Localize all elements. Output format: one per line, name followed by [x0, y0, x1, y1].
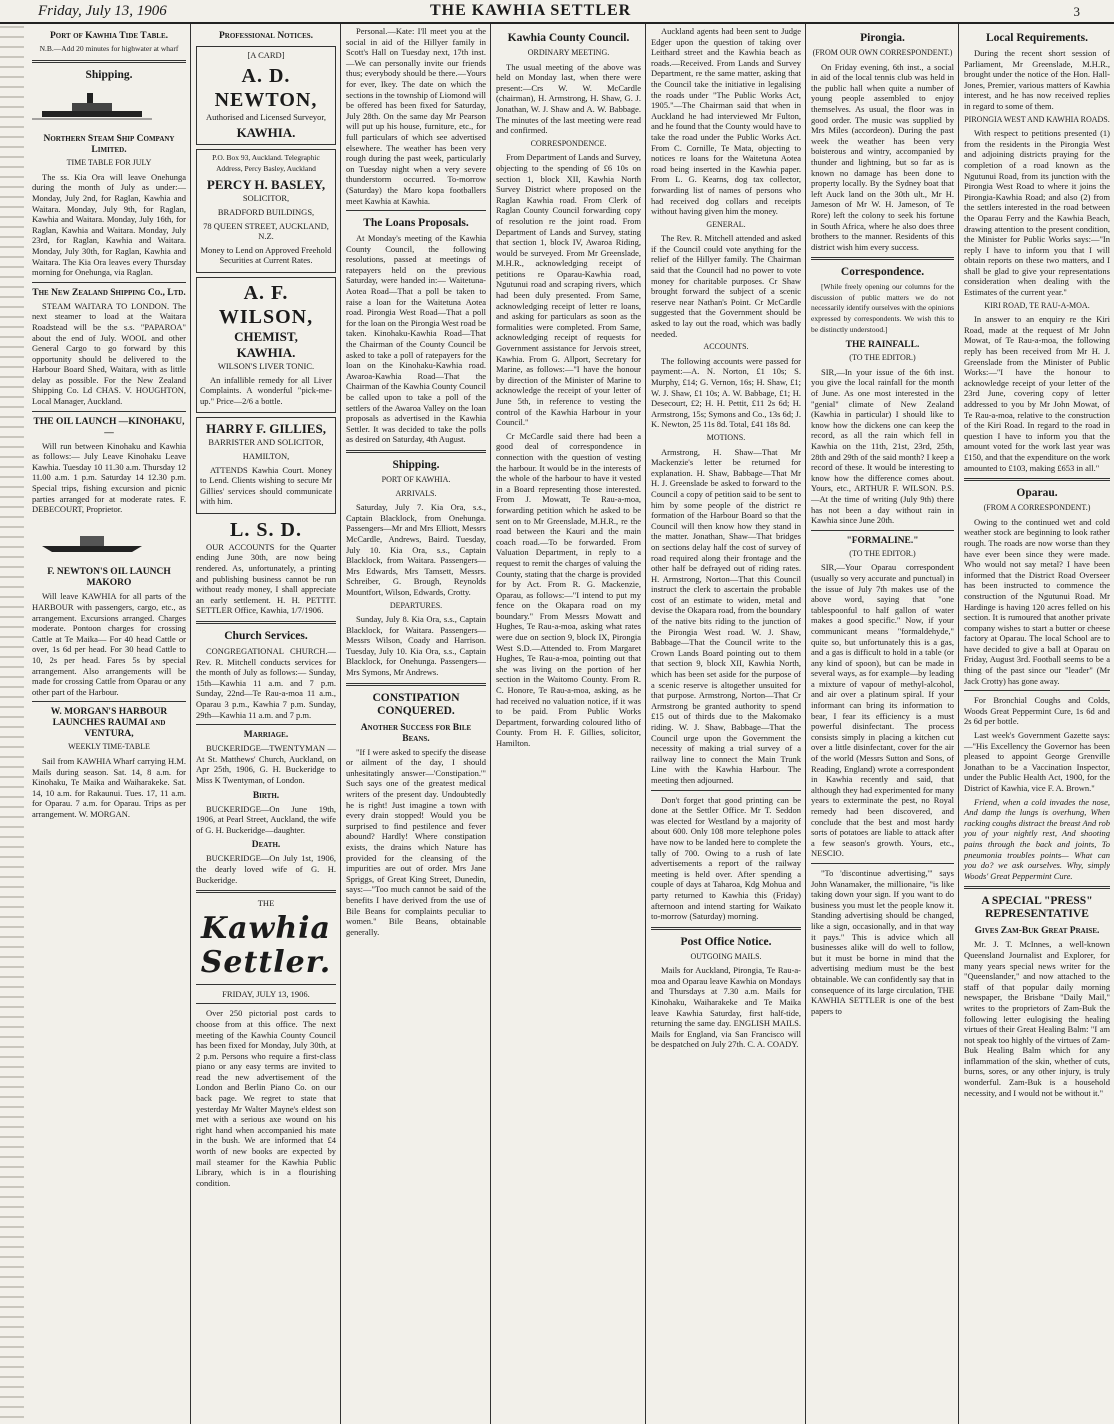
gillies-town: HAMILTON, — [242, 450, 290, 461]
constipation-body: "If I were asked to specify the disease or ailment of the day, I should unhesitatingly answer—'Constipation.'" Such says one of the greatest medical writers of the present day. Undoubtedly he is right! Just imagine a town with every drain stopped! Would you be surprised to find pestilence and fever abound? Hardly! Where constipation exists, the drains which Nature has provided for the cleansing of the impurities are out of order. Mrs Jane Spriggs, of Great King Street, Dunedin, says:—"Too much cannot be said of the benefits I have derived from the use of Bile Beans for complaints peculiar to women." Bile Beans, obtainable generally. — [346, 746, 486, 937]
kiri-road-subheading: KIRI ROAD, TE RAU-A-MOA. — [984, 300, 1090, 310]
constipation-heading: CONSTIPATION CONQUERED. — [372, 691, 460, 717]
pirongia-roads-subheading: PIRONGIA WEST AND KAWHIA ROADS. — [964, 114, 1110, 124]
pirongia-heading: Pirongia. — [860, 32, 905, 44]
column-2 — [192, 26, 340, 1422]
column-rule — [490, 24, 491, 1424]
birth-body: BUCKERIDGE—On June 19th, 1906, at Pearl Street, Auckland, the wife of G. H. Buckeridge—daughter. — [196, 803, 336, 835]
shipping-news-heading: Shipping. — [392, 458, 440, 471]
loans-heading: The Loans Proposals. — [363, 217, 469, 230]
column-5 — [647, 26, 805, 1422]
oparau-body: Owing to the continued wet and cold weather stock are beginning to look rather rough. The roads are now worse than they have ever been since they were made. Who would not say metal? I have been informed that the District Road Overseer has been instructed to commence the construction of the Ngutunui Road. Mr Hardinge is having 120 acres felled on his section. It is rumoured that another private company wishes to start a butter or cheese factory at Oparau. The local School are to have decided to give a ball at Oparau on Friday, August 3rd. Football seems to be a thing of the past since our "leader" (Mr Jack Crotty) has gone away. — [964, 516, 1110, 686]
advertising-body: "To 'discontinue advertising,'" says John Wanamaker, the millionaire, "is like taking down your sign. If you want to do business you must let the people know it. Standing advertising should be changed, like a sign, occasionally, and in that way it pays." This is advice which all businesses alike will do well to follow, but it must be borne in mind that the advertising medium must be the best obtainable. We can confidently say that in consequence of its large circulation, THE KAWHIA SETTLER is one of the best papers to — [811, 867, 954, 1016]
kiri-road-body: In answer to an enquiry re the Kiri Road, made at the request of Mr John Mowat, of Te Rau-a-moa, the following reply has been received from Mr H. J. Greenslade from the Minister of Public Works:—"I have the honour to acknowledge receipt of your letter of the 23rd June, covering copy of letter addressed to you by Mr John Mowat, of Te Rau-a-moa, relative to the construction of the Kiri Road. In regard to the road in question I have to inform you that the amount voted for the work last year was £150, and that the expenditure on the work amounted to £103, making £653 in all." — [964, 314, 1110, 473]
correspondence-subheading: CORRESPONDENCE. — [530, 138, 607, 148]
local-requirements-intro: During the recent short session of Parliament, Mr Greenslade, M.H.R., brought under the notice of the Hon. Hall-Jones, Premier, various matters of Kawhia interest, and he has now received replies in regard to some of them. — [964, 48, 1110, 111]
basley-ad — [196, 149, 336, 273]
newton-launch-title: F. NEWTON'S OIL LAUNCH MAKORO — [47, 567, 171, 589]
gillies-body: ATTENDS Kawhia Court. Money to Lend. Clients wishing to secure Mr Gillies' services should communicate with him. — [200, 464, 332, 507]
wilson-ad — [196, 277, 336, 413]
morgan-body: Sail from KAWHIA Wharf carrying H.M. Mails during season. Sat. 14, 8 a.m. for Kinohaku, Te Maika and Waiharakeke. Sat. 14, 10 a.m. for Rakaunui. Tues. 17, 11 a.m. for Oparau. 7 a.m. for Oparau. Trips as per arrangement. W. MORGAN. — [32, 755, 186, 819]
binding-edge — [0, 26, 24, 1424]
newton-name: A. D. NEWTON, — [214, 64, 318, 111]
zambuk-heading: A SPECIAL "PRESS" REPRESENTATIVE — [981, 895, 1093, 921]
wilson-tonic: WILSON'S LIVER TONIC. — [217, 360, 315, 371]
paper-title: THE KAWHIA SETTLER — [430, 2, 632, 19]
pirongia-subheading: (FROM OUR OWN CORRESPONDENT.) — [812, 48, 953, 57]
column-rule — [645, 24, 646, 1424]
basley-street: 78 QUEEN STREET, AUCKLAND, N.Z. — [203, 220, 329, 242]
nameplate-date: FRIDAY, JULY 13, 1906. — [222, 988, 310, 999]
column-4 — [492, 26, 645, 1422]
column-7 — [960, 26, 1114, 1422]
page-number: 3 — [1073, 4, 1080, 19]
death-heading: Death. — [251, 840, 281, 851]
wilson-title: CHEMIST, — [234, 328, 298, 344]
morgan-launches-title: W. MORGAN'S HARBOUR LAUNCHES RAUMAI and VENTURA, — [50, 707, 168, 740]
marriage-body: BUCKERIDGE—TWENTYMAN — At St. Matthews' Church, Auckland, on Apr 25th, 1906, G. H. Buckeridge to Miss K Twentyman, of London. — [196, 743, 336, 785]
arrivals-heading: ARRIVALS. — [395, 488, 437, 498]
arrivals-body: Saturday, July 7. Kia Ora, s.s., Captain Blacklock, from Onehunga. Passengers—Mr and Mrs Elliott, Messrs McCardle, Andrews, Baird. Tuesday, July 10. Kia Ora, s.s., Captain Blacklock, from Waitara. Passengers—Mrs Edwards, Mrs Tamsett, Messrs. Schreiber, G. Brough, Reynolds Mountfort, Wilson, Edwards, Crotty. — [346, 502, 486, 597]
gazette-notice: Last week's Government Gazette says:—"His Excellency the Governor has been pleased to appoint George Grenville Jonathan to be a Vaccination Inspector, under the Public Health Act, 1900, for the District of Kawhia, vice F. A. Brown." — [964, 730, 1110, 793]
tide-table-title: Port of Kawhia Tide Table. — [49, 31, 169, 41]
port-heading: PORT OF KAWHIA. — [381, 474, 451, 484]
newton-title: Authorised and Licensed Surveyor, — [205, 111, 327, 122]
nzs-company-name: The New Zealand Shipping Co., Ltd. — [32, 287, 186, 298]
formaline-heading: "FORMALINE." — [846, 535, 919, 546]
church-heading: Church Services. — [224, 630, 308, 643]
column-1 — [28, 26, 190, 1422]
column-rule — [805, 24, 806, 1424]
newton-town: KAWHIA. — [236, 125, 296, 141]
council-intro: The usual meeting of the above was held on Monday last, when there were present:—Crs W. W. McCardle (chairman), H. Armstrong, H. Shaw, G. J. Jonathan, W. J. Shaw and A. W. Babbage. The minutes of the last meeting were read and confirmed. — [496, 61, 641, 136]
zambuk-subheading: Gives Zam-Buk Great Praise. — [974, 926, 1100, 937]
basley-name: PERCY H. BASLEY, — [206, 177, 326, 193]
card-label: [A CARD] — [247, 50, 285, 60]
formaline-body: SIR,—Your Oparau correspondent (usually so very accurate and punctual) in the issue of July 7th makes use of the above word, saying that "one tablespoonful to half gallon of water makes a good specific." Now, if your communicant means "formaldehyde," quite so, but unfortunately this is a gas, and a gas is difficult to hold in a table (or any kind of spoon), but can be made in several ways, as for example—by leading a mixture of vapour of methyl-alcohol, and air over a platinum spiral. If your informant can bring its information to bear, I fear its efficiency is a must powerful disinfectant. The process consists simply in placing a kitchen cut over a little disinfectant, cover for the air of the world (Messrs Sutton and Sons, of Reading, England) wrote a correspondent in Kawhia recently and said, that although they had experimented for many years to exterminate the pest, no Royal remedy had been discovered, and conclude that the best and most hardy sorts of potatoes are liable to attack after a few season's growth. Yours, etc., NESCIO. — [811, 562, 954, 859]
general-subheading: GENERAL. — [706, 219, 746, 229]
council-subheading: ORDINARY MEETING. — [527, 48, 610, 57]
shipping-heading: Shipping. — [85, 68, 133, 81]
column-6 — [807, 26, 958, 1422]
correspondence-heading: Correspondence. — [840, 266, 925, 279]
masthead — [0, 0, 1114, 24]
column-rule — [190, 24, 191, 1424]
bronchial-ad: For Bronchial Coughs and Colds, Woods Great Peppermint Cure, 1s 6d and 2s 6d per bottle. — [964, 695, 1110, 727]
pirongia-body: On Friday evening, 6th inst., a social in aid of the local tennis club was held in the public hall when quite a number of young people assembled to enjoy themselves. As usual, the floor was in good order. The music was supplied by Mrs Miles (accordeon). During the past week the weather has been very boisterous and wintry, accompanied by thunder and lightning, but so far as is known no damage has been done to property locally. By the Sydney boat that left Auck land on the 30th ult., Mr H. Jameson of Mr W. H. Jameson, of Te Rore) left the colony to seek his fortune in South Africa, where he also does three brothers to the manner. Residents of this district wish him every success. — [811, 61, 954, 252]
oparau-heading: Oparau. — [1016, 487, 1058, 500]
rainfall-body: SIR,—In your issue of the 6th inst. you give the local rainfall for the month of June. As one most interested in the "genial" climate of New Zealand (Kawhia in particular) I should like to know how the dickens one can keep the record, as all the rain which fell in Kawhia on the 11th, 21st, 23rd, 25th, 28th and 29th of the said month? I keep a record of these. It would be interesting to know how the difference comes about. Yours, etc., ARTHUR F. WILSON. P.S.—At the time of writing (July 9th) there has not been a day without rain in Kawhia since June 20th. — [811, 366, 954, 526]
nameplate: Kawhia Settler. — [200, 910, 332, 980]
gillies-title: BARRISTER AND SOLICITOR, — [208, 437, 324, 448]
motions-subheading: MOTIONS. — [706, 432, 746, 442]
gillies-ad — [196, 417, 336, 514]
kinohaku-launch-title: THE OIL LAUNCH —KINOHAKU,— — [33, 416, 185, 438]
council-accounts: The following accounts were passed for payment:—A. N. Norton, £1 10s; S. Murphy, £14; G. Vernon, 16s; H. Shaw, £1; W. J. Shaw, £1 10s; A. W. Babbage, £1; H. Desecourt, £2; H. H. Pettit, £11 2s 6d; H. Armstrong, 15s; Symons and Co., 13s 6d; J. K. Newton, 25 11s 8d. Total, £41 18s 8d. — [651, 355, 801, 430]
rainfall-subheading: (TO THE EDITOR.) — [849, 353, 916, 363]
wilson-town: KAWHIA. — [236, 344, 296, 360]
council-general: The Rev. R. Mitchell attended and asked if the Council could vote anything for the relief of the Hillyer family. The Chairman said that the Council had no power to vote money for charitable purposes. Cr Shaw brought forward the subject of a scenic reserve near Nathan's Point. Cr McCardle suggested that the Government should be asked to lay out the road, which was badly needed. — [651, 233, 801, 339]
outgoing-mails-subheading: OUTGOING MAILS. — [690, 951, 762, 961]
tide-note: N.B.—Add 20 minutes for highwater at wharf — [39, 44, 179, 53]
departures-body: Sunday, July 8. Kia Ora, s.s., Captain Blacklock, for Waitara. Passengers—Messrs Wilson, Coady and Harrison. Tuesday, July 10. Kia Ora, s.s., Captain Blacklock, for Onehunga. Passengers—Mrs Symons, Mr Andrews. — [346, 614, 486, 678]
professional-notices-heading: Professional Notices. — [218, 31, 314, 41]
council-correspondence: From Department of Lands and Survey, objecting to the spending of £6 10s on section 1, block XII, Kawhia North Survey District where proposed on the Raglan Kawhia road. From Clerk of Raglan County Council forwarding copy of resolution re the joint road. From Department of Lands and Survey, stating that section 1, block IV, Awaroa Riding, would be surveyed. From Mr Greenslade, M.H.R., acknowledging receipt of petitions re Oparau-Kawhia road, Ngutunui road and scraping rivers, which had been duly presented. From Same, acknowledging receipt of letter re loans, and asking for particulars as soon as the formalities were completed. From Same, acknowledging receipt of requests for Government assistance for Jervois street, Kawhia. From G. Allport, Secretary for Marine, as follows:—"I have the honour by direction of the Minister of Marine to acknowledge the receipt of your letter of June 5th, in reference to vesting the control of the Kawhia Harbour in your Council." — [496, 152, 641, 428]
death-body: BUCKERIDGE—On July 1st, 1906, the dearly loved wife of G. H. Buckeridge. — [196, 853, 336, 885]
accounts-subheading: ACCOUNTS. — [703, 342, 749, 352]
nzs-body: STEAM WAITARA TO LONDON. The next steamer to load at the Waitara Roadstead will be the s.s. "PAPAROA" about the end of July. WOOL and other General Cargo to go forward by this opportunity should be delivered to the Harbour Board Shed, Waitara, with as little delay as possible. For the New Zealand Shipping Co. Ld CHAS. V. HOUGHTON, Local Manager, Auckland. — [32, 300, 186, 407]
nss-company-name: Northern Steam Ship Company Limited. — [43, 134, 175, 156]
column-rule — [340, 24, 341, 1424]
issue-date: Friday, July 13, 1906 — [38, 3, 167, 19]
local-paragraphs: Don't forget that good printing can be done at the Settler Office. Mr T. Seddon was elected for Westland by a majority of about 600. Only 108 more telephone poles have now to be landed here to complete the tally of 700. Owing to a rush of late advertisements a report of the railway meeting is held over. After spending a couple of days at Taharoa, Kdg Mohua and party returned to Kawhia this (Friday) afternoon and intend starting for Waikato to-morrow (Saturday) morning. — [651, 794, 801, 922]
launch-icon — [32, 522, 152, 556]
marriage-heading: Marriage. — [243, 730, 289, 741]
nameplate-the: THE — [257, 898, 275, 909]
birth-heading: Birth. — [252, 790, 280, 801]
newton-ad — [196, 46, 336, 145]
loans-body: At Monday's meeting of the Kawhia County Council, the following resolutions, passed at meetings of ratepayers held on the previous Saturday, were handed in:— Waitetuna-Aotea Road—That a poll be taken to raise a loan for the Waitetuna Aotea road. Pirongia West Road—That a poll for the loan on the Pirongia West road be taken. Kinohaku-Kawhia Road—That the Chairman of the County Council be asked to take a poll of ratepayers for the loan on the Kinohaku-Kawhia road. Awaroa-Kawhia Road—That the Chairman of the Kawhia County Council be called upon to take a poll of the settlers of the Awaroa Valley on the loan proposals as advertised in the Kawhia Settler. It was decided to take the polls as desired on Saturday, 4th August. — [346, 233, 486, 445]
column-rule — [958, 24, 959, 1424]
lsd-body: OUR ACCOUNTS for the Quarter ending June 30th, are now being rendered. As, unfortunately, a printing and publishing business cannot be run without ready money, I shall appreciate an early settlement. H. H. PETTIT. SETTLER Office, Kawhia, 1/7/1906. — [196, 541, 336, 616]
basley-title: SOLICITOR, — [242, 193, 290, 204]
post-office-heading: Post Office Notice. — [680, 935, 772, 948]
local-requirements-heading: Local Requirements. — [985, 32, 1088, 44]
rainfall-heading: THE RAINFALL. — [845, 340, 920, 351]
kinohaku-launch-body: Will run between Kinohaku and Kawhia as follows:— July Leave Kinohaku Leave Kawhia. Tuesday 10 11.30 a.m. Thursday 12 11.00 a.m. 1 p.m. Saturday 14 12.30 p.m. Special trips, fishing excursion and picnic parties arranged for at moderate rates. F. DEBECOURT, Proprietor. — [32, 440, 186, 515]
post-office-body: Mails for Auckland, Pirongia, Te Rau-a-moa and Oparau leave Kawhia on Mondays and Thursdays at 7.30 a.m. Mails for Kinohaku, Waiharakeke and Te Maika leave Kawhia Saturday, first half-tide, returning the same day. ENGLISH MAILS. Mails for England, via San Francisco will be despatched on July 27th. C. A. COADY. — [651, 965, 801, 1050]
gillies-name: HARRY F. GILLIES, — [206, 421, 326, 437]
basley-money: Money to Lend on Approved Freehold Securities at Current Rates. — [200, 244, 332, 266]
newton-launch-body: Will leave KAWHIA for all parts of the HARBOUR with passengers, cargo, etc., as arrangement. Excursions arranged. Charges moderate. Pontoon charges for crossing Cattle at Te Maika— For 40 head Cattle or over, 1s 6d per head. For 30 head Cattle to 10, 2s per head. Fares 5s by special arrangement. Also arrangements will be made for crossing Cattle from Oparau or any other part of the Harbour. — [32, 591, 186, 697]
council-correspondence-cont: Cr McCardle said there had been a good deal of correspondence in connection with the question of vesting the harbour. It would be in the interests of the whole of the harbour to have it vested in a Board representing those interested. From J. Mowatt, Te Rau-a-moa, forwarding petition which he asked to be sent on to Mr Greenslade, M.H.R., re the road between the Kauri and the main coach road.—To be forwarded. From Valuation Department, in reply to a request to remit the charges of valuing the County, stating that the charge is provided for by Act. From R. G. Mackenzie, Oparau, as follows:—"I intend to put my fence on the Okapara road on my boundary." From Messrs Mowatt and Hughes, Te Rau-a-moa, asking what rates were due on section 9, block IX, Pirongia West S.D.—Attended to. From Margaret Hughes, Te Rau-a-moa, pointing out that she was living on the portion of her section in the Waitomo County. From R. C. Honore, Te Rau-a-moa, asking, as he had received no valuation notice, if it was to be paid. From Public Works Department, forwarding coloured litho of County. From H. F. Gillies, solicitor, Hamilton. — [496, 430, 641, 748]
peppermint-poem: Friend, when a cold invades the nose, And damp the lungs is overhung, When racking coughs distract the breast And rob you of your nightly rest, And shooting pains through the back and joints, To pneumonia troubles points— What can you do? we ask ourselves. Why, simply Woods' Great Peppermint Cure. — [964, 796, 1110, 881]
council-motions: Armstrong, H. Shaw—That Mr Mackenzie's letter be returned for explanation. H. Shaw, Babbage—That Mr H. J. Greenslade be asked to forward to the Council a copy of petition said to be sent to him by some people of the district re formation of the Harbour Board so that the Council will then know how they stand in the matter. Jonathan, Shaw—That bridges on sections delay half the cost of survey of road required along their frontage and the other half be defrayed out of riding rates. H. Armstrong, Norton—That this Council instruct the clerk to ascertain the probable cost of an estimate to widen, metal and devise the Okapara road, from the boundary of the native bits riding to the junction of the Pirongia West road. W. J. Shaw, Babbage—That the Council write to the Crown Lands Board pointing out to them that section 9, block XII, Kawhia North, which has been set aside for the purpose of a scenic reserve is altogether unsuited for that purpose. Armstrong, Norton—That Cr Armstrong be granted authority to spend £15 out of thirds due to the Makomako riding. W. J. Shaw, Babbage—That the Council urge upon the Government the necessity of making a trial survey of a railway line to connect the Main Trunk Line with the Kawhia Harbour. The meeting then adjourned. — [651, 446, 801, 785]
basley-building: BRADFORD BUILDINGS, — [217, 206, 315, 217]
council-continued: Auckland agents had been sent to Judge Edger upon the question of taking over Leithard street and the Kawhia beach as roads.—Received. From Lands and Survey Department, re the same matter, asking that the Council take the initiative in legalising the roads under "The Public Works Act, 1905."—The Chairman said that when in Auckland he had interviewed Mr Fulton, and he found that the County would have to take the road under the Public Works Act. From C. Cornille, Te Mata, objecting to notices re loans for the Waitetuna Aotea road being inserted in the Kawhia paper. From L. G. Kearns, dog tax collector, forwarding list of names of persons who had received dog collars and receipts without having given him the money. — [651, 26, 801, 217]
constipation-subheading: Another Success for Bile Beans. — [360, 722, 472, 744]
church-body: CONGREGATIONAL CHURCH.—Rev. R. Mitchell conducts services for the month of July as follows:— Sunday, 15th—Kawhia 11 a.m. and 7 p.m. Sunday, 22nd—Te Rau-a-moa 11 a.m., Oparau 3 p.m., Kawhia 7 p.m. Sunday, 29th—Kawhia 11 a.m. and 7 p.m. — [196, 646, 336, 720]
council-heading: Kawhia County Council. — [507, 32, 630, 44]
zambuk-body: Mr. J. T. McInnes, a well-known Queensland Journalist and Explorer, for many years special news writer for the "Queenslander," and now attached to the staff of that popular daily morning newspaper, the Brisbane "Daily Mail," writes to the proprietors of Zam-Buk the following letter eulogising the healing virtues of their Great Healing Balm: "I am not speak too highly of the virtues of Zam-Buk Healing Balm which for any inflammation of the skin, whether of cuts, burns, sores, or any other injury, is truly wonderful. Zam-Buk is a household necessity, and I would not be without it." — [964, 939, 1110, 1098]
wilson-body: An infallible remedy for all Liver Complaints. A wonderful "pick-me-up." Price—2/6 a bottle. — [200, 374, 332, 406]
correspondence-note: [While freely opening our columns for the discussion of public matters we do not necessarily identify ourselves with the opinions expressed by correspondents. We wish this to be distinctly understood.] — [811, 282, 954, 334]
personal-notices: Personal.—Kate: I'll meet you at the social in aid of the Hillyer family in Scott's Hall on Tuesday next, 17th inst.—We can personally invite our friends thus; everybody should be there.—Yours for ever, Ikey. The date on which the sections in the township of Liomond will be offered has been fixed for Saturday, July 28th. On the same day Mr Pearson will put up his house, furniture, etc., for full particulars of which see advertised elsewhere. The weather has been very rough during the past week, particularly on Tuesday night when a very severe thunderstorm occurred. To-morrow (Saturday) the Maro kopa footballers meet Kawhia at Kawhia. — [346, 26, 486, 206]
local-news-body: Over 250 pictorial post cards to choose from at this office. The next meeting of the Kawhia County Council has been fixed for Monday, July 30th, at 2 p.m. Persons who require a first-class piano or any easy terms are invited to read the new advertisement of the London and Berlin Piano Co. on our back page. We regret to state that yesterday Mr Walter Mayne's eldest son met with a serious axe wound on his right hand when accompanied his mate in the bush. We are informed that £4 worth of new books are expected by mail steamer for the Kawhia Public Library, which is in a flourishing condition. — [196, 1008, 336, 1188]
column-3 — [342, 26, 490, 1422]
oparau-subheading: (FROM A CORRESPONDENT.) — [983, 503, 1091, 513]
nss-timetable-title: TIME TABLE FOR JULY — [66, 158, 152, 168]
formaline-subheading: (TO THE EDITOR.) — [849, 548, 916, 558]
morgan-timetable-title: WEEKLY TIME-TABLE — [68, 742, 150, 752]
lsd-heading: L. S. D. — [230, 518, 302, 541]
nss-timetable-body: The ss. Kia Ora will leave Onehunga during the month of July as under:— Monday, July 2nd, for Raglan, Kawhia and Waitara. Monday, July 9th, for Raglan, Kawhia and Waitara. Monday, July 16th, for Raglan, Kawhia and Waitara. Monday, July 23rd, for Raglan, Kawhia and Waitara. Monday, July 30th, for Raglan, Kawhia and Waitara. The Kia Ora leaves every Thursday morning for Onehunga, via Raglan. — [32, 171, 186, 278]
departures-heading: DEPARTURES. — [389, 600, 443, 610]
wilson-name: A. F. WILSON, — [218, 281, 314, 328]
pirongia-roads-body: With respect to petitions presented (1) from the residents in the Pirongia West and adjoining districts praying for the completion of a road known as the Ngutunui Road, from its junction with the Pirongia West Road to where it joins the Pirongia-Kawhia Road; and also (2) from the settlers interested in the road between the Oparau Ferry and the Kawhia Beach, drawing attention to the present condition, the Minister for Public Works says:—"In reply I have to inform you that I will obtain reports on these two matters, and I shall be glad to give your representations consideration when dealing with the Estimates of the current year." — [964, 128, 1110, 298]
basley-address: P.O. Box 93, Auckland. Telegraphic Address, Percy Basley, Auckland — [212, 153, 320, 173]
steamship-icon — [32, 89, 152, 123]
